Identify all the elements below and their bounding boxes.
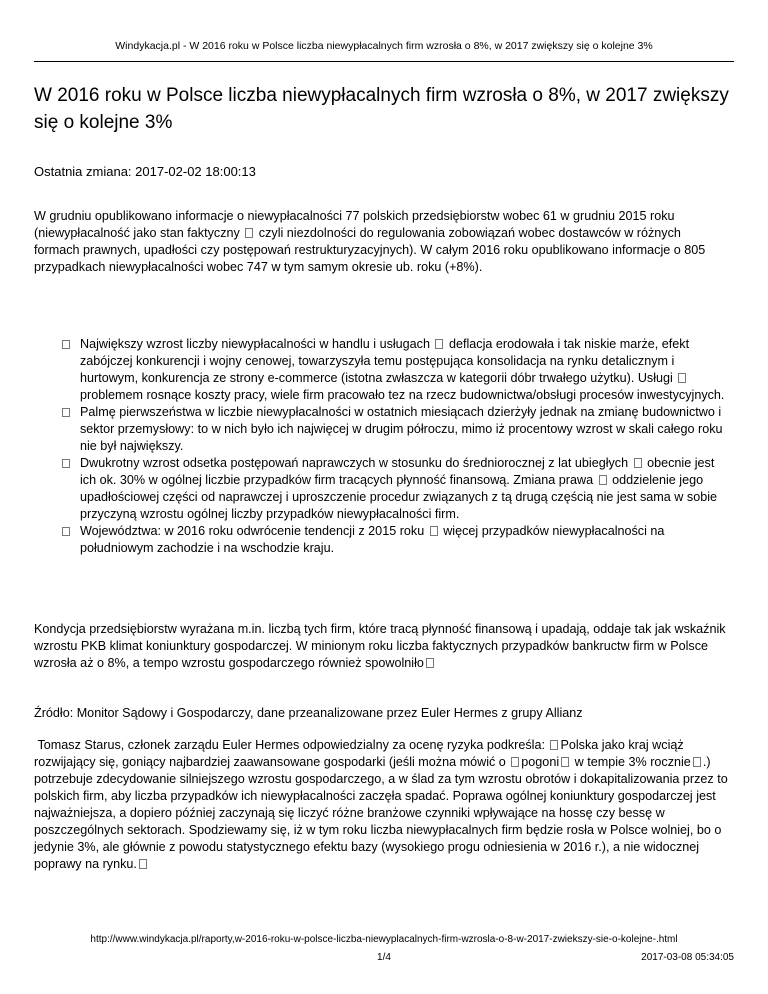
running-header: Windykacja.pl - W 2016 roku w Polsce liczba niewypłacalnych firm wzrosła o 8%, w 2017 zwiększy się o kolejne 3%: [115, 40, 653, 52]
article-title: W 2016 roku w Polsce liczba niewypłacalnych firm wzrosła o 8%, w 2017 zwiększy się o kolejne 3%: [34, 85, 729, 133]
intro-text-b: czyli niezdolności do regulowania zobowiązań wobec dostawców w różnych formach prawnych, upadłości czy postępowań restrukturyzacyjnych). W całym 2016 roku opublikowano informacje o 805 przypadkach niewypłacalności wobec 747 w tym samym okresie ub. roku (+8%).: [34, 226, 706, 274]
list-item-text-a: Województwa: w 2016 roku odwrócenie tendencji z 2015 roku: [80, 524, 425, 538]
missing-glyph-icon: [430, 526, 438, 536]
bullet-icon: [62, 340, 70, 349]
list-item-text-a: Największy wzrost liczby niewypłacalności w handlu i usługach: [80, 337, 430, 351]
quote-text-b: Polska jako kraj wciąż rozwijający się, goniący najbardziej zaawansowane gospodarki (jeśli można mówić o: [34, 738, 684, 769]
header-divider: [34, 61, 734, 62]
missing-glyph-icon: [678, 373, 686, 383]
list-item-text-c: problemem rosnące koszty pracy, wiele firm pracowało tez na rzecz budownictwa/obsługi procesów inwestycyjnych.: [80, 388, 725, 402]
quote-text-c: pogoni: [521, 755, 560, 769]
list-item: [62, 523, 732, 557]
source-line: Źródło: Monitor Sądowy i Gospodarczy, dane przeanalizowane przez Euler Hermes z grupy Allianz: [34, 706, 583, 720]
missing-glyph-icon: [511, 757, 519, 767]
missing-glyph-icon: [693, 757, 701, 767]
list-item-text-b: obecnie jest ich ok. 30% w ogólnej liczbie przypadków firm tracących płynność finansową. Zmiana prawa: [80, 456, 715, 487]
intro-text-a: W grudniu opublikowano informacje o niewypłacalności 77 polskich przedsiębiorstw wobec 61 w grudniu 2015 roku (niewypłacalność jako stan faktyczny: [34, 209, 675, 240]
summary-text: Kondycja przedsiębiorstw wyrażana m.in. liczbą tych firm, które tracą płynność finansową i upadają, oddaje tak jak wskaźnik wzrostu PKB klimat koniunktury gospodarczej. W minionym roku liczba faktycznych przypadków bankructw firm w Polsce wzrosła aż o 8%, a tempo wzrostu gospodarczego również spowolniło: [34, 622, 726, 670]
list-item-text-c: oddzielenie jego upadłościowej części od naprawczej i uproszczenie procedur związanych z tą drugą częścią nie jest sama w sobie przyczyną wzrostu ogólnej liczby przypadków niewypłacalności firm.: [80, 473, 717, 521]
missing-glyph-icon: [435, 339, 443, 349]
print-timestamp: 2017-03-08 05:34:05: [641, 952, 734, 963]
footer-url: http://www.windykacja.pl/raporty,w-2016-roku-w-polsce-liczba-niewyplacalnych-firm-wzrosla-o-8-w-2017-zwiekszy-sie-o-kolejne-.html: [90, 934, 678, 945]
page-number: 1/4: [377, 952, 391, 963]
missing-glyph-icon: [426, 658, 434, 668]
bullet-icon: [62, 408, 70, 417]
quote-text-d: w tempie 3% rocznie: [574, 755, 691, 769]
missing-glyph-icon: [599, 475, 607, 485]
list-item: [62, 404, 732, 455]
list-item: [62, 455, 732, 523]
list-item: [62, 336, 732, 404]
list-item-text-a: Dwukrotny wzrost odsetka postępowań naprawczych w stosunku do średniorocznej z lat ubiegłych: [80, 456, 629, 470]
key-findings-list: [62, 336, 732, 557]
missing-glyph-icon: [561, 757, 569, 767]
list-item-text-b: więcej przypadków niewypłacalności na południowym zachodzie i na wschodzie kraju.: [80, 524, 665, 555]
intro-paragraph: [34, 208, 724, 276]
missing-glyph-icon: [139, 859, 147, 869]
last-modified: Ostatnia zmiana: 2017-02-02 18:00:13: [34, 164, 256, 179]
quote-text-e: .) potrzebuje zdecydowanie silniejszego wzrostu gospodarczego, a w ślad za tym wzrostu obrotów i dokapitalizowania przez to polskich firm, aby liczba przypadków ich niewypłacalności zaczęła spadać. Poprawa ogólnej koniunktury gospodarczej jest najważniejsza, a dopiero później zaczynają się liczyć różne branżowe czynniki wpływające na hossę czy bessę w poszczególnych sektorach. Spodziewamy się, iż w tym roku liczba niewypłacalnych firm będzie rosła w Polsce wolniej, bo o jedynie 3%, ale głównie z powodu statystycznego efektu bazy (wysokiego progu odniesienia w 2016 r.), a nie widocznej poprawy na rynku.: [34, 755, 728, 871]
missing-glyph-icon: [634, 458, 642, 468]
summary-paragraph: [34, 621, 734, 672]
missing-glyph-icon: [245, 228, 253, 238]
list-item-text-b: deflacja erodowała i tak niskie marże, efekt zabójczej konkurencji i wojny cenowej, towarzyszyła temu postępująca konsolidacja na rynku detalicznym i hurtowym, konkurencja ze strony e-commerce (istotna zwłaszcza w kategorii dóbr trwałego użytku). Usługi: [80, 337, 690, 385]
list-item-text-a: Palmę pierwszeństwa w liczbie niewypłacalności w ostatnich miesiącach dzierżyły jednak na zmianę budownictwo i sektor przemysłowy: to w nich było ich najwięcej w drugim półroczu, mimo iż procentowy wzrost w skali całego roku nie był największy.: [80, 405, 723, 453]
quote-paragraph: [34, 737, 734, 873]
missing-glyph-icon: [550, 740, 558, 750]
quote-text-a: Tomasz Starus, członek zarządu Euler Hermes odpowiedzialny za ocenę ryzyka podkreśla:: [37, 738, 545, 752]
bullet-icon: [62, 459, 70, 468]
bullet-icon: [62, 527, 70, 536]
